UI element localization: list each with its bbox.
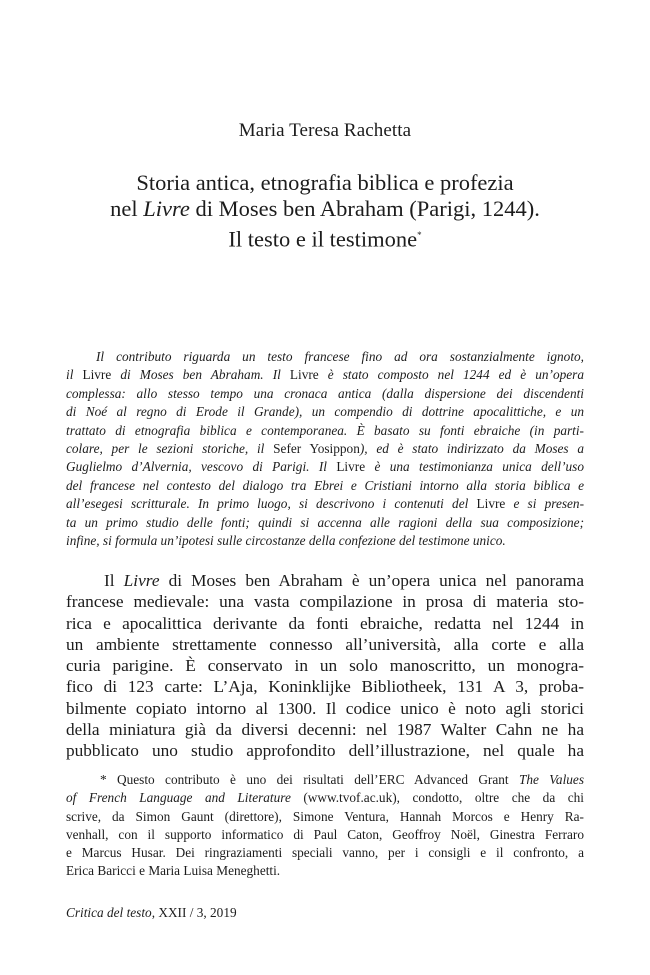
abstract-segment: di Moses ben Abraham. Il bbox=[111, 367, 290, 383]
abstract-line bbox=[66, 495, 584, 513]
abstract-emphasis: Livre bbox=[336, 459, 366, 475]
abstract-line: trattato di etnografia biblica e contemporanea. È basato su fonti ebraiche (in parti- bbox=[66, 422, 584, 438]
body-line: un ambiente strettamente connesso all’università, alla corte e alla bbox=[66, 634, 584, 654]
abstract-line: di Noé al regno di Erode il Grande), un compendio di dottrine apocalittiche, e un bbox=[66, 404, 584, 420]
abstract-emphasis: Livre bbox=[82, 367, 112, 383]
abstract-line: infine, si formula un’ipotesi sulle circostanze della confezione del testimone unico. bbox=[66, 533, 506, 549]
body-line: francese medievale: una vasta compilazione in prosa di materia sto- bbox=[66, 592, 584, 612]
abstract-line: Il contributo riguarda un testo francese fino ad ora sostanzialmente ignoto, bbox=[96, 349, 584, 364]
title-line-2-pre: nel bbox=[110, 196, 144, 221]
title-line-3-text: Il testo e il testimone bbox=[228, 226, 418, 252]
body-text bbox=[66, 570, 584, 762]
body-line: rica e apocalittica derivante da fonti ebraiche, redatta nel 1244 in bbox=[66, 613, 584, 633]
body-segment: Il bbox=[104, 571, 124, 590]
abstract-emphasis: Sefer Yosippon bbox=[273, 441, 360, 457]
title-line-1: Storia antica, etnografia biblica e profezia bbox=[136, 170, 514, 195]
footnote bbox=[66, 771, 584, 881]
footnote-emphasis: The Values bbox=[518, 772, 584, 787]
body-line: bilmente copiato intorno al 1300. Il codice unico è noto agli storici bbox=[66, 698, 584, 718]
footnote-line: Erica Baricci e Maria Luisa Meneghetti. bbox=[66, 863, 281, 879]
abstract-line bbox=[66, 440, 584, 458]
body-line: pubblicato uno studio approfondito dell’illustrazione, nel quale ha bbox=[66, 741, 584, 761]
footnote-line: scrive, da Simon Gaunt (direttore), Simone Ventura, Hannah Morcos e Henry Ra- bbox=[66, 808, 584, 824]
footnote-segment: (www.tvof.ac.uk), condotto, oltre che da chi bbox=[290, 790, 584, 806]
journal-name: Critica del testo bbox=[66, 905, 152, 920]
abstract-emphasis: Livre bbox=[476, 496, 506, 512]
abstract-line: complessa: allo stesso tempo una cronaca antica (dalla dispersione dei discendenti bbox=[66, 385, 584, 401]
abstract-line bbox=[66, 366, 584, 384]
footnote-line: venhall, con il supporto informatico di Paul Caton, Geoffroy Noël, Ginestra Ferraro bbox=[66, 826, 584, 842]
abstract-segment: è una testimonianza unica dell’uso bbox=[365, 459, 584, 475]
abstract-line: del francese nel contesto del dialogo tra Ebrei e Cristiani intorno alla storia biblica e bbox=[66, 477, 584, 493]
body-line: curia parigine. È conservato in un solo manoscritto, un monogra- bbox=[66, 656, 584, 676]
body-line bbox=[66, 570, 584, 591]
body-line: fico di 123 carte: L’Aja, Koninklijke Bibliotheek, 131 A 3, proba- bbox=[66, 677, 584, 697]
footnote-line: e Marcus Husar. Dei ringraziamenti speciali vanno, per i consigli e il confronto, a bbox=[66, 845, 584, 861]
abstract-segment: colare, per le sezioni storiche, il bbox=[66, 441, 274, 457]
body-emphasis: Livre bbox=[123, 571, 160, 590]
article-title bbox=[60, 170, 590, 253]
abstract-line: ta un primo studio delle fonti; quindi si accenna alle ragioni della sua composizione; bbox=[66, 514, 584, 530]
abstract-line bbox=[66, 458, 584, 476]
footnote-line bbox=[66, 771, 584, 789]
abstract-segment: ), ed è stato indirizzato da Moses a bbox=[359, 441, 584, 457]
footnote-segment: * Questo contributo è uno dei risultati dell’ERC Advanced Grant bbox=[100, 772, 519, 787]
author-name: Maria Teresa Rachetta bbox=[238, 120, 412, 141]
title-line-2 bbox=[60, 196, 590, 222]
abstract-segment: è stato composto nel 1244 ed è un’opera bbox=[318, 367, 584, 383]
title-livre-italic: Livre bbox=[143, 196, 190, 221]
journal-citation bbox=[66, 905, 237, 921]
abstract-emphasis: Livre bbox=[289, 367, 319, 383]
abstract bbox=[66, 348, 584, 550]
body-line: della miniatura già da diversi decenni: nel 1987 Walter Cahn ne ha bbox=[66, 720, 584, 740]
title-line-3 bbox=[60, 222, 590, 253]
title-footnote-mark: * bbox=[417, 230, 422, 240]
footnote-emphasis: of French Language and Literature bbox=[66, 790, 291, 806]
title-line-2-post: di Moses ben Abraham (Parigi, 1244). bbox=[189, 196, 540, 221]
abstract-segment: all’esegesi scritturale. In primo luogo, si descrivono i contenuti del bbox=[66, 496, 477, 512]
journal-issue: , XXII / 3, 2019 bbox=[151, 905, 237, 920]
body-segment: di Moses ben Abraham è un’opera unica nel panorama bbox=[159, 571, 584, 590]
abstract-segment: Guglielmo d’Alvernia, vescovo di Parigi. Il bbox=[66, 459, 337, 475]
abstract-segment: e si presen- bbox=[505, 496, 584, 512]
footnote-line bbox=[66, 789, 584, 807]
abstract-segment: il bbox=[66, 367, 83, 383]
